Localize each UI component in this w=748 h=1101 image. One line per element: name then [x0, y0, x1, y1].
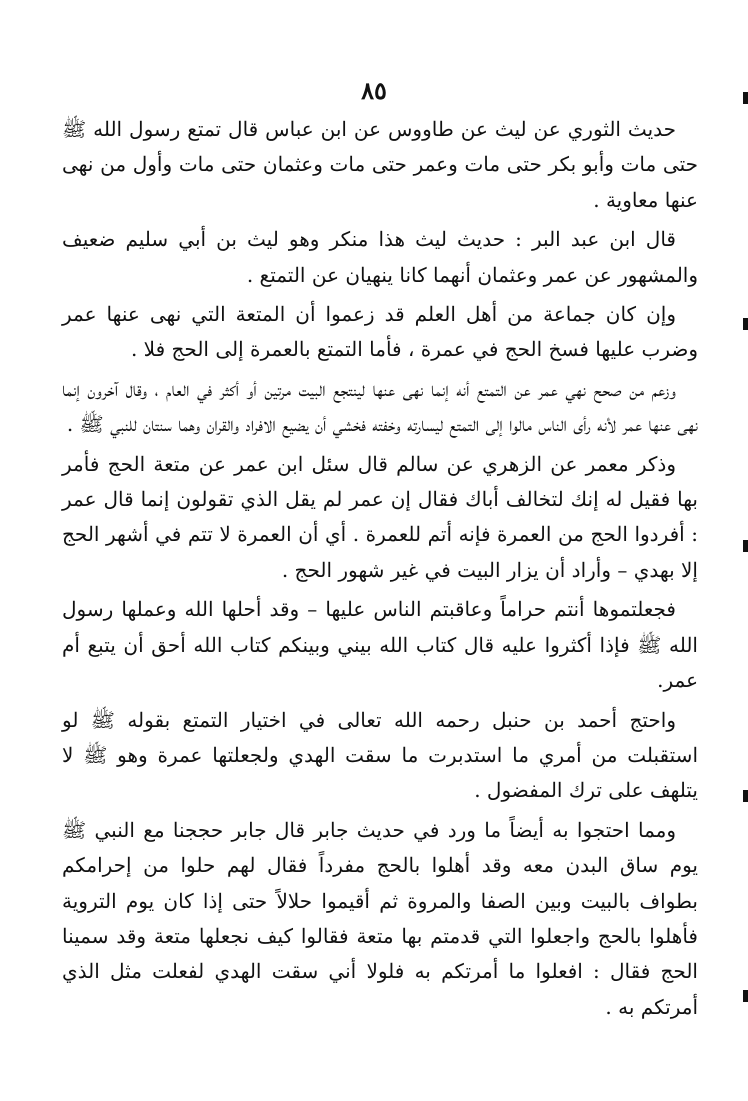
body-text [62, 112, 698, 1025]
scan-edge-mark [743, 790, 748, 802]
scan-edge-mark [743, 540, 748, 552]
paragraph-2: قال ابن عبد البر : حديث ليث هذا منكر وهو ليث بن أبي سليم ضعيف والمشهور عن عمر وعثمان أنهما كانا ينهيان عن التمتع . [62, 227, 698, 287]
scan-edge-mark [743, 92, 748, 104]
page-number: ٨٥ [361, 76, 387, 105]
paragraph-5: وذكر معمر عن الزهري عن سالم قال سئل ابن عمر عن متعة الحج فأمر بها فقيل له إنك لتخالف أباك فقال إن عمر لم يقل الذي تقولون إنما قال عمر : أفردوا الحج من العمرة فإنه أتم للعمرة . أي أن العمرة لا تتم في أشهر الحج إلا بهدي – وأراد أن يزار البيت في غير شهور الحج . [62, 451, 698, 582]
paragraph-6: فجعلتموها أنتم حراماً وعاقبتم الناس عليها – وقد أحلها الله وعملها رسول الله ﷺ فإذا أكثروا عليه قال كتاب الله بيني وبينكم كتاب الله أحق أن يتبع أم عمر. [62, 597, 698, 693]
scan-edge-mark [743, 318, 748, 330]
paragraph-4: وزعم من صحح نهي عمر عن التمتع أنه إنما نهى عنها لينتجع البيت مرتين أو أكثر في العام ، وقال آخرون إنما نهى عنها عمر لأنه رأى الناس مالوا إلى التمتع ليسارته وخفته فخشي أن يضيع الافراد والقران وهما سنتان للنبي ﷺ . [62, 376, 698, 437]
paragraph-1: حديث الثوري عن ليث عن طاووس عن ابن عباس قال تمتع رسول الله ﷺ حتى مات وأبو بكر حتى مات وعمر حتى مات وعثمان حتى مات وأول من نهى عنها معاوية . [62, 117, 698, 212]
scan-edge-mark [743, 990, 748, 1002]
paragraph-3: وإن كان جماعة من أهل العلم قد زعموا أن المتعة التي نهى عنها عمر وضرب عليها فسخ الحج في عمرة ، فأما التمتع بالعمرة إلى الحج فلا . [62, 302, 698, 362]
paragraph-7: واحتج أحمد بن حنبل رحمه الله تعالى في اختيار التمتع بقوله ﷺ لو استقبلت من أمري ما استدبرت ما سقت الهدي ولجعلتها عمرة وهو ﷺ لا يتلهف على ترك المفضول . [62, 707, 698, 803]
paragraph-8: ومما احتجوا به أيضاً ما ورد في حديث جابر قال جابر حججنا مع النبي ﷺ يوم ساق البدن معه وقد أهلوا بالحج مفرداً فقال لهم حلوا من إحرامكم بطواف بالبيت وبين الصفا والمروة ثم أقيموا حلالاً حتى إذا كان يوم التروية فأهلوا بالحج واجعلوا التي قدمتم بها متعة فقالوا كيف نجعلها متعة وقد سمينا الحج فقال : افعلوا ما أمرتكم به فلولا أني سقت الهدي لفعلت مثل الذي أمرتكم به . [62, 817, 698, 1019]
